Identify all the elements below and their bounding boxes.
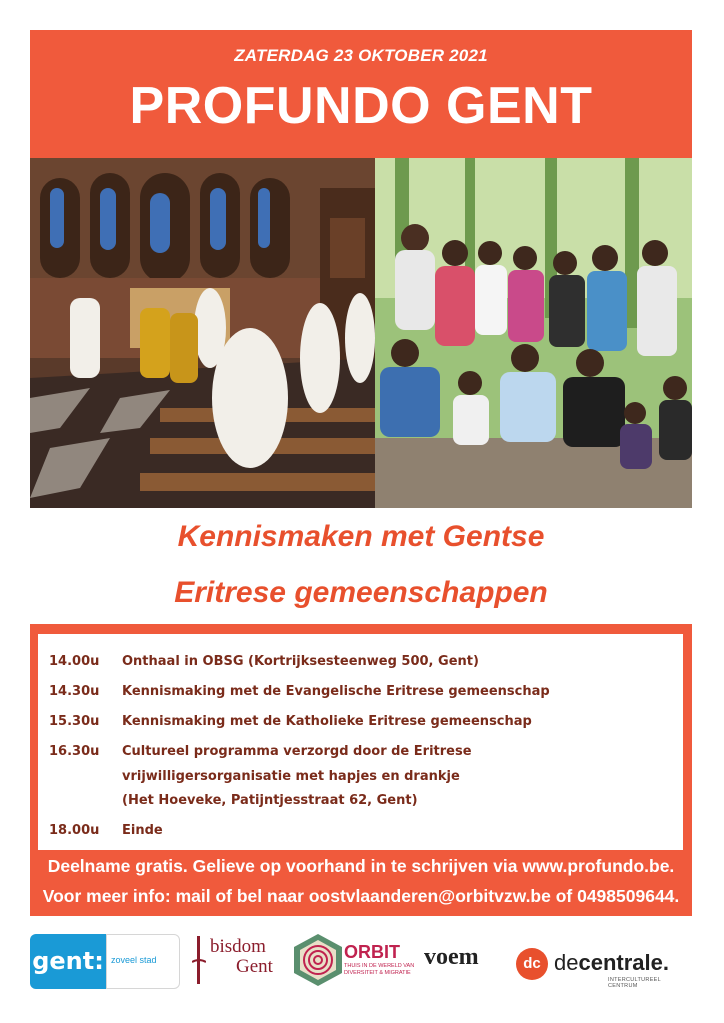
schedule-text: vrijwilligersorganisatie met hapjes en drankje <box>122 768 460 784</box>
orbit-logo <box>292 932 428 992</box>
schedule-time: 14.00u <box>49 654 100 669</box>
decentrale-name-light: de <box>554 950 579 975</box>
orbit-hexagon-icon <box>292 932 344 988</box>
bisdom-line-1: bisdom <box>210 936 266 957</box>
subtitle-line-2: Eritrese gemeenschappen <box>174 576 548 609</box>
gent-logo <box>30 934 180 989</box>
cross-icon <box>192 936 206 984</box>
decentrale-mark: dc <box>516 948 548 980</box>
orbit-tagline: THUIS IN DE WERELD VAN DIVERSITEIT & MIGRATIE <box>344 963 415 976</box>
schedule-time: 18.00u <box>49 823 100 838</box>
schedule-row <box>49 650 683 675</box>
schedule-time: 16.30u <box>49 744 100 759</box>
decentrale-logo <box>516 948 692 988</box>
group-photo <box>375 158 692 508</box>
schedule-row <box>49 819 683 844</box>
header-banner <box>30 30 692 158</box>
registration-info: Deelname gratis. Gelieve op voorhand in te schrijven via www.profundo.be. <box>47 856 675 876</box>
schedule-text: (Het Hoeveke, Patijntjesstraat 62, Gent) <box>122 793 418 808</box>
church-interior-photo <box>30 158 375 508</box>
sponsor-logos <box>0 930 724 1000</box>
contact-info: Voor meer info: mail of bel naar oostvlaanderen@orbitvzw.be of 0498509644. <box>42 886 680 906</box>
decentrale-name <box>554 950 669 976</box>
event-date: ZATERDAG 23 OKTOBER 2021 <box>234 46 488 65</box>
gent-logo-tagline: zoveel stad <box>106 934 180 989</box>
gent-logo-mark: gent: <box>30 934 106 989</box>
schedule-time: 14.30u <box>49 684 100 699</box>
bisdom-gent-logo <box>192 936 288 984</box>
schedule-row <box>49 740 683 814</box>
schedule-text: Onthaal in OBSG (Kortrijksesteenweg 500, Gent) <box>122 654 479 669</box>
bisdom-line-2: Gent <box>236 956 273 977</box>
event-title: PROFUNDO GENT <box>129 77 593 135</box>
orbit-name: ORBIT <box>344 942 400 962</box>
schedule-time: 15.30u <box>49 714 100 729</box>
voem-logo: voem <box>424 944 479 970</box>
program-box <box>30 624 692 916</box>
program-schedule <box>38 634 683 850</box>
schedule-row <box>49 680 683 705</box>
schedule-text: Einde <box>122 823 163 838</box>
schedule-row <box>49 710 683 735</box>
schedule-text: Cultureel programma verzorgd door de Eritrese <box>122 744 472 759</box>
photo-strip <box>30 158 692 508</box>
decentrale-name-bold: centrale. <box>578 950 669 975</box>
schedule-text: Kennismaking met de Evangelische Eritrese gemeenschap <box>122 684 550 699</box>
schedule-text: Kennismaking met de Katholieke Eritrese gemeenschap <box>122 714 532 729</box>
decentrale-tagline: INTERCULTUREEL CENTRUM <box>608 977 661 989</box>
subtitle-line-1: Kennismaken met Gentse <box>177 520 545 553</box>
